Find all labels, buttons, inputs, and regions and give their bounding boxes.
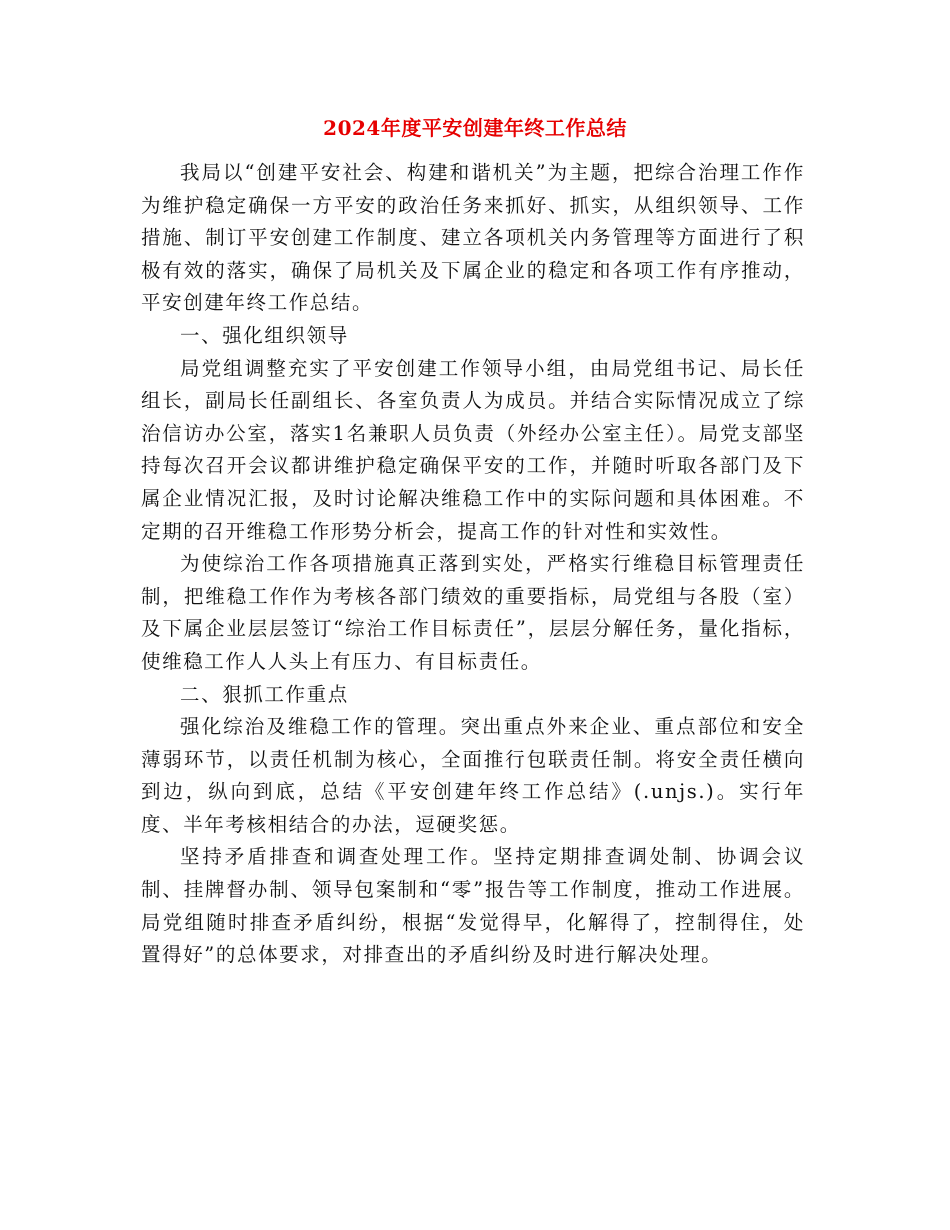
document-title: 2024年度平安创建年终工作总结 [323,116,627,140]
document-body [141,157,805,972]
paragraph-intro: 我局以“创建平安社会、构建和谐机关”为主题，把综合治理工作作为维护稳定确保一方平安的政治任务来抓好、抓实，从组织领导、工作措施、制订平安创建工作制度、建立各项机关内务管理等方面进行了积极有效的落实，确保了局机关及下属企业的稳定和各项工作有序推动，平安创建年终工作总结。 [141,161,805,315]
paragraph-conflict-resolution: 坚持矛盾排查和调查处理工作。坚持定期排查调处制、协调会议制、挂牌督办制、领导包案制和“零”报告等工作制度，推动工作进展。局党组随时排查矛盾纠纷，根据“发觉得早，化解得了，控制得住，处置得好”的总体要求，对排查出的矛盾纠纷及时进行解决处理。 [141,845,805,967]
section-heading-2: 二、狠抓工作重点 [180,682,349,706]
paragraph-responsibility: 为使综治工作各项措施真正落到实处，严格实行维稳目标管理责任制，把维稳工作作为考核各部门绩效的重要指标，局党组与各股（室）及下属企业层层签订“综治工作目标责任”，层层分解任务，量化指标，使维稳工作人人头上有压力、有目标责任。 [141,552,805,673]
paragraph-leadership: 局党组调整充实了平安创建工作领导小组，由局党组书记、局长任组长，副局长任副组长、各室负责人为成员。并结合实际情况成立了综治信访办公室，落实1名兼职人员负责（外经办公室主任）。局党支部坚持每次召开会议都讲维护稳定确保平安的工作，并随时听取各部门及下属企业情况汇报，及时讨论解决维稳工作中的实际问题和具体困难。不定期的召开维稳工作形势分析会，提高工作的针对性和实效性。 [141,356,805,543]
paragraph-management: 强化综治及维稳工作的管理。突出重点外来企业、重点部位和安全薄弱环节，以责任机制为核心，全面推行包联责任制。将安全责任横向到边，纵向到底，总结《平安创建年终工作总结》(.unjs.)。实行年度、半年考核相结合的办法，逗硬奖惩。 [141,715,805,836]
section-heading-1: 一、强化组织领导 [180,323,349,347]
